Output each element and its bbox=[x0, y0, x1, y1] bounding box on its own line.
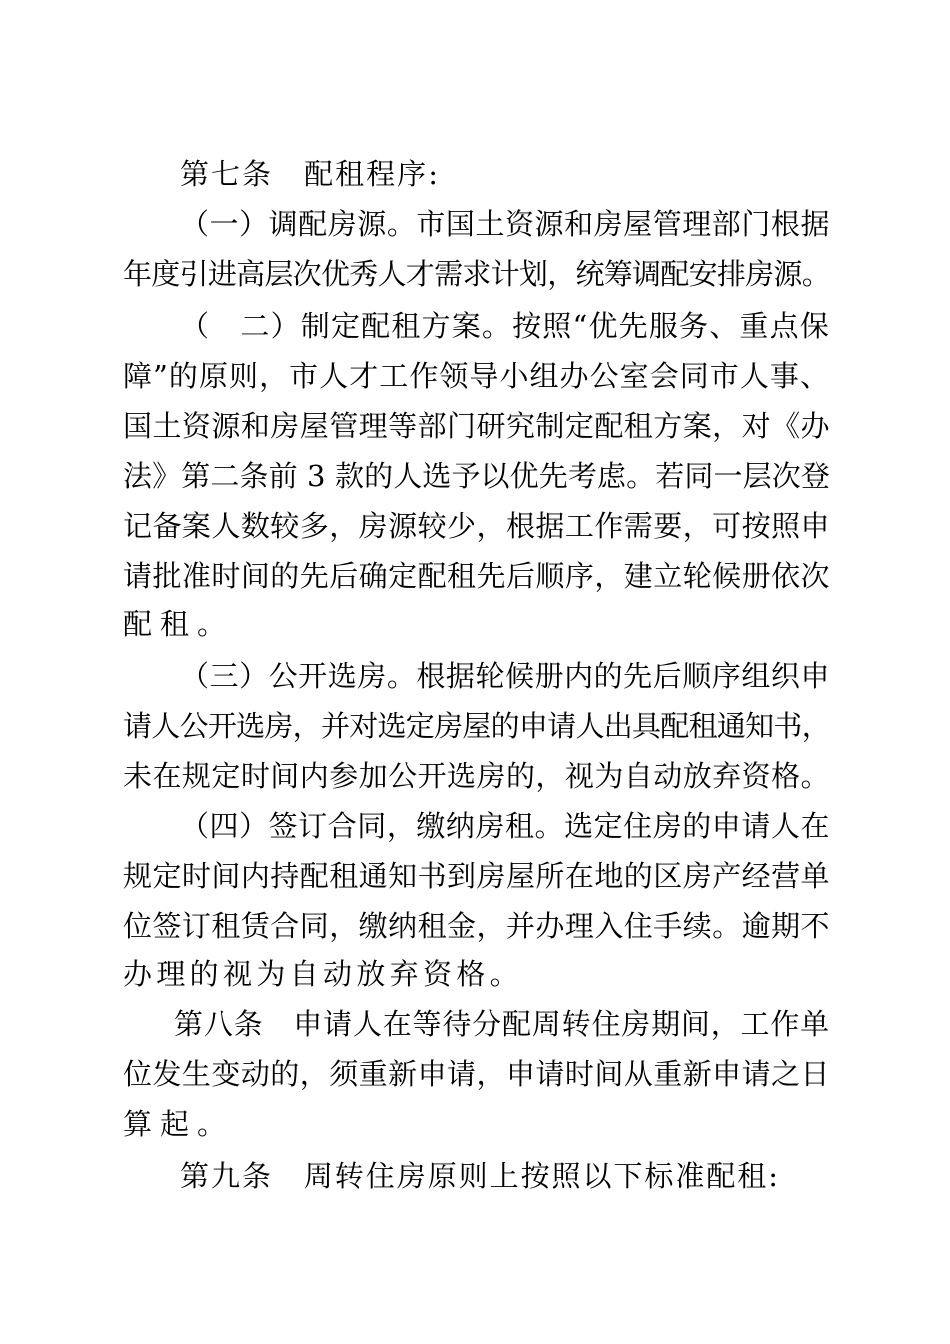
paragraph-line: 障”的原则，市人才工作领导小组办公室会同市人事、 bbox=[123, 359, 830, 393]
paragraph-line: （ 二）制定配租方案。按照“优先服务、重点保 bbox=[180, 309, 830, 343]
paragraph-line: 位签订租赁合同，缴纳租金，并办理入住手续。逾期不 bbox=[123, 909, 830, 943]
paragraph-line: 规定时间内持配租通知书到房屋所在地的区房产经营单 bbox=[123, 859, 830, 893]
paragraph-line: 法》第二条前 3 款的人选予以优先考虑。若同一层次登 bbox=[123, 459, 830, 493]
paragraph-line: 算起。 bbox=[123, 1107, 235, 1141]
paragraph-line: 办理的视为自动放弃资格。 bbox=[123, 957, 523, 991]
paragraph-line: 记备案人数较多，房源较少，根据工作需要，可按照申 bbox=[123, 509, 830, 543]
paragraph-line: 国土资源和房屋管理等部门研究制定配租方案，对《办 bbox=[123, 409, 830, 443]
paragraph-line: 配租。 bbox=[123, 607, 235, 641]
article-8-line: 第八条 申请人在等待分配周转住房期间，工作单 bbox=[174, 1007, 830, 1041]
paragraph-line: 未在规定时间内参加公开选房的，视为自动放弃资格。 bbox=[123, 759, 830, 793]
paragraph-line: （三）公开选房。根据轮候册内的先后顺序组织申 bbox=[180, 659, 830, 693]
article-7-heading: 第七条 配租程序: bbox=[180, 157, 440, 191]
paragraph-line: 年度引进高层次优秀人才需求计划，统筹调配安排房源。 bbox=[123, 257, 830, 291]
paragraph-line: 请人公开选房，并对选定房屋的申请人出具配租通知书， bbox=[123, 709, 830, 743]
article-9-line: 第九条 周转住房原则上按照以下标准配租: bbox=[180, 1159, 780, 1193]
paragraph-line: 位发生变动的，须重新申请，申请时间从重新申请之日 bbox=[123, 1057, 830, 1091]
paragraph-line: （四）签订合同，缴纳房租。选定住房的申请人在 bbox=[180, 809, 830, 843]
paragraph-line: 请批准时间的先后确定配租先后顺序，建立轮候册依次 bbox=[123, 559, 830, 593]
paragraph-line: （一）调配房源。市国土资源和房屋管理部门根据 bbox=[180, 207, 830, 241]
